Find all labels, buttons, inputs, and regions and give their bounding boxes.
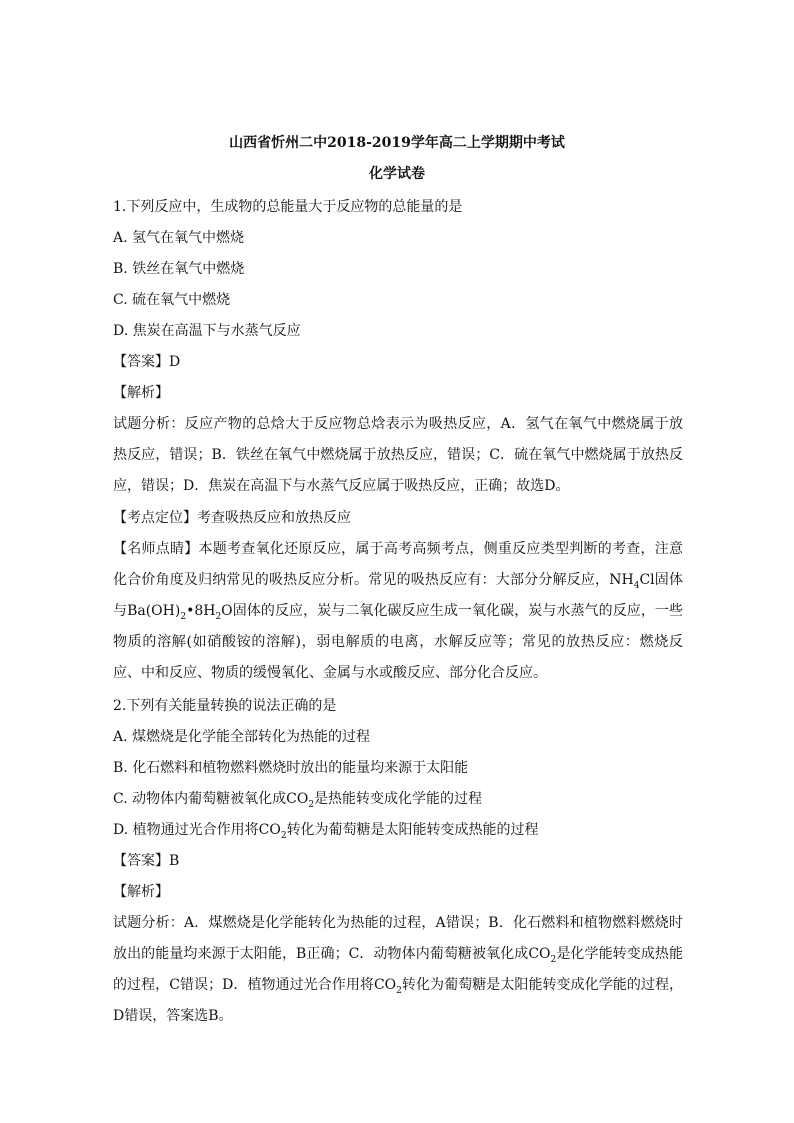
q1-teacher-text-1: 【名师点睛】本题考查氧化还原反应，属于高考高频考点，侧重反应类型判断的考查，注意化合价角度及归纳常见的吸热反应分析。常见的吸热反应有：大部分分解反应，NH bbox=[113, 541, 683, 588]
document-title: 山西省忻州二中2018-2019学年高二上学期期中考试 bbox=[229, 135, 565, 151]
q1-stem: 1.下列反应中，生成物的总能量大于反应物的总能量的是 bbox=[113, 199, 463, 215]
q2-option-c bbox=[113, 789, 482, 809]
q1-teacher-text-4: O固体的反应，炭与二氧化碳反应生成一氧化碳，炭与水蒸气的反应，一些物质的溶解(如硝酸铵的溶解)，弱电解质的电离，水解反应等；常见的放热反应：燃烧反应、中和反应、物质的缓慢氧化、金属与水或酸反应、部分化合反应。 bbox=[113, 603, 683, 681]
q1-teacher-text-3: •8H bbox=[186, 603, 216, 619]
q1-option-c: C. 硫在氧气中燃烧 bbox=[113, 292, 231, 308]
q2-option-d-text-2: 转化为葡萄糖是太阳能转变成热能的过程 bbox=[286, 822, 539, 838]
q2-option-a: A. 煤燃烧是化学能全部转化为热能的过程 bbox=[113, 729, 371, 745]
q2-option-d-text-1: D. 植物通过光合作用将CO bbox=[113, 822, 281, 838]
q2-option-c-sub: 2 bbox=[308, 799, 315, 810]
q1-answer: 【答案】D bbox=[113, 354, 181, 370]
q2-analysis-text-1: 试题分析：A．煤燃烧是化学能转化为热能的过程，A错误；B．化石燃料和植物燃料燃烧时放出的能量均来源于太阳能，B正确；C．动物体内葡萄糖被氧化成CO bbox=[113, 915, 683, 962]
q1-teacher-sub-3: 2 bbox=[215, 611, 222, 622]
q2-option-b: B. 化石燃料和植物燃料燃烧时放出的能量均来源于太阳能 bbox=[113, 760, 469, 776]
q1-kaodian: 【考点定位】考查吸热反应和放热反应 bbox=[113, 510, 351, 526]
q2-stem: 2.下列有关能量转换的说法正确的是 bbox=[113, 698, 337, 714]
document-subtitle: 化学试卷 bbox=[369, 166, 425, 182]
q1-analysis-label: 【解析】 bbox=[113, 385, 169, 401]
q2-analysis-sub-1: 2 bbox=[550, 954, 557, 965]
q1-option-a: A. 氢气在氧气中燃烧 bbox=[113, 230, 245, 246]
q1-teacher-sub-2: 2 bbox=[180, 611, 187, 622]
q1-teacher-text-2: Cl固体与Ba(OH) bbox=[113, 572, 683, 619]
q2-option-d bbox=[113, 820, 539, 840]
q2-analysis-text-3: 转化为葡萄糖是太阳能转变成化学能的过程，D错误，答案选B。 bbox=[113, 977, 684, 1024]
q2-option-d-sub: 2 bbox=[280, 830, 287, 841]
q2-analysis-text-2: 是化学能转变成热能的过程，C错误；D．植物通过光合作用将CO bbox=[113, 946, 683, 993]
q2-analysis-sub-2: 2 bbox=[396, 985, 402, 996]
q1-option-d: D. 焦炭在高温下与水蒸气反应 bbox=[113, 323, 301, 339]
q2-option-c-text-2: 是热能转变成化学能的过程 bbox=[314, 791, 483, 807]
q2-answer: 【答案】B bbox=[113, 853, 180, 869]
q1-teacher-note bbox=[113, 534, 683, 689]
q1-option-b: B. 铁丝在氧气中燃烧 bbox=[113, 261, 245, 277]
q2-option-c-text-1: C. 动物体内葡萄糖被氧化成CO bbox=[113, 791, 309, 807]
q2-analysis-label: 【解析】 bbox=[113, 884, 169, 900]
q1-teacher-sub-1: 4 bbox=[633, 580, 640, 591]
q1-analysis: 试题分析：反应产物的总焓大于反应物总焓表示为吸热反应，A．氢气在氧气中燃烧属于放热反应，错误；B．铁丝在氧气中燃烧属于放热反应，错误；C．硫在氧气中燃烧属于放热反应，错误；D．焦炭在高温下与水蒸气反应属于吸热反应，正确；故选D。 bbox=[113, 416, 683, 494]
q2-analysis bbox=[113, 908, 683, 1032]
